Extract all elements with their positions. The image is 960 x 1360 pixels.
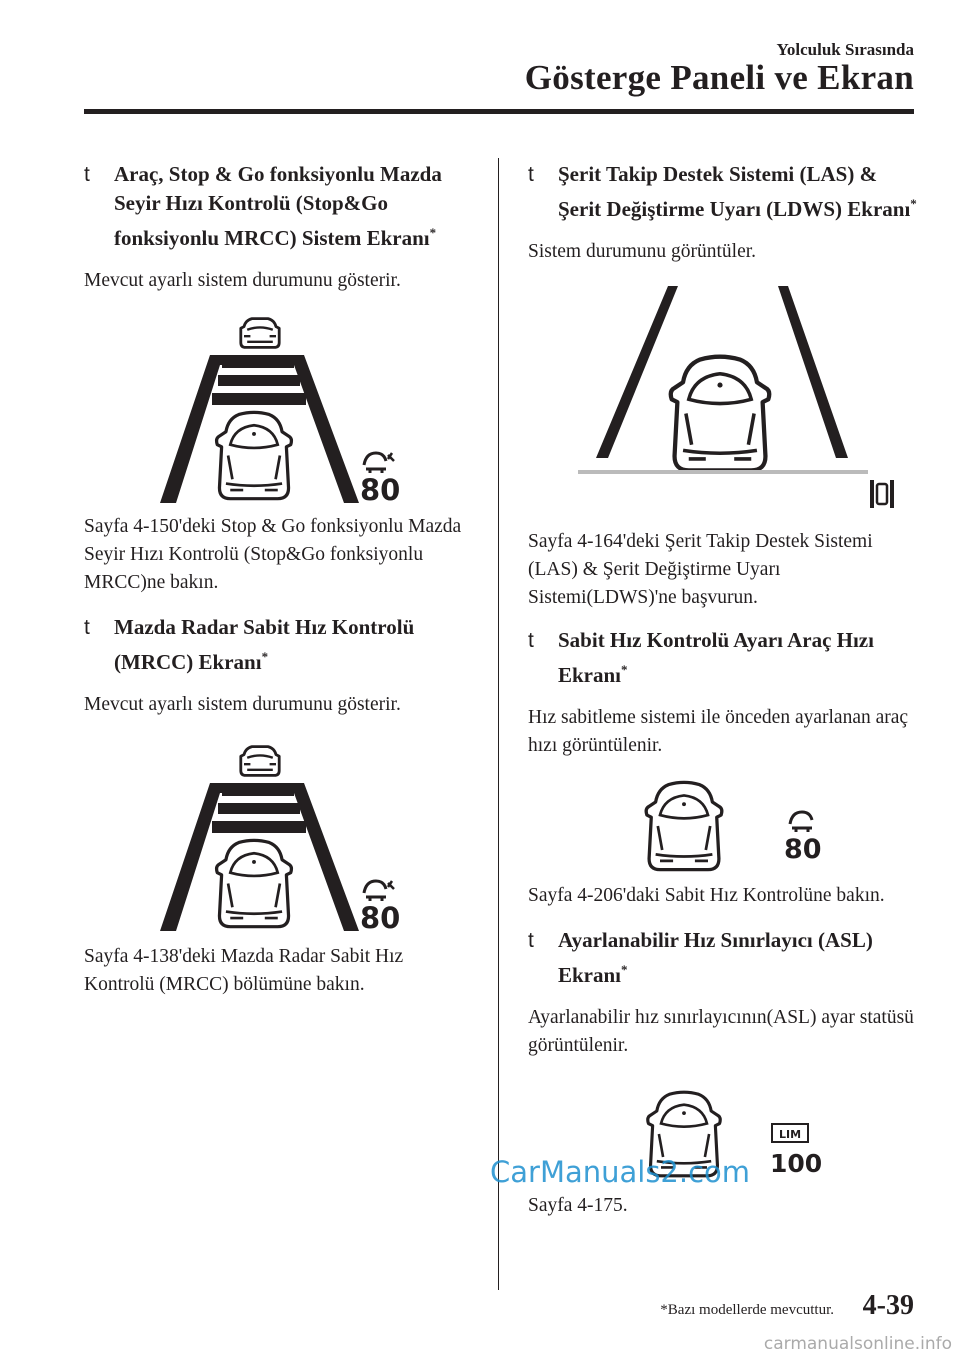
left-column <box>84 160 474 999</box>
body-text: Sistem durumunu görüntüler. <box>528 241 757 262</box>
reference-text: Sayfa 4-175. <box>528 1195 628 1216</box>
page-title: Gösterge Paneli ve Ekran <box>524 58 914 97</box>
radar-cruise-icon <box>364 881 394 901</box>
page-number: 4-39 <box>862 1290 914 1321</box>
site-watermark: carmanualsonline.info <box>763 1334 952 1354</box>
body-text: Hız sabitleme sistemi ile önceden ayarlanan araç hızı görüntülenir. <box>528 707 909 756</box>
mrcc-display-figure <box>154 741 404 931</box>
reference-text: Sayfa 4-138'deki Mazda Radar Sabit Hız Kontrolü (MRCC) bölümüne bakın. <box>84 946 404 995</box>
footnote: *Bazı modellerde mevcuttur. <box>660 1302 834 1318</box>
set-speed: 80 <box>784 834 822 865</box>
stop-go-display-figure <box>154 313 404 503</box>
watermark: CarManuals2.com <box>490 1155 751 1189</box>
bullet-icon: t <box>84 616 90 639</box>
section-heading: t Sabit Hız Kontrolü Ayarı Araç Hızı Ekranı* <box>528 628 874 687</box>
lim-badge: LIM <box>778 1128 802 1141</box>
reference-text: Sayfa 4-150'deki Stop & Go fonksiyonlu Mazda Seyir Hızı Kontrolü (Stop&Go fonksiyonlu MRCC)ne bakın. <box>84 516 462 593</box>
body-text: Mevcut ayarlı sistem durumunu gösterir. <box>84 694 401 715</box>
lane-display-figure <box>568 286 898 516</box>
stop-go-icon <box>364 453 394 473</box>
body-text: Mevcut ayarlı sistem durumunu gösterir. <box>84 270 401 291</box>
bullet-icon: t <box>528 163 534 186</box>
reference-text: Sayfa 4-206'daki Sabit Hız Kontrolüne bakın. <box>528 885 885 906</box>
column-divider <box>498 158 499 1290</box>
set-speed: 80 <box>360 901 401 931</box>
body-text: Ayarlanabilir hız sınırlayıcının(ASL) ayar statüsü görüntülenir. <box>528 1007 914 1056</box>
section-heading: t Araç, Stop & Go fonksiyonlu Mazda Seyir Hızı Kontrolü (Stop&Go fonksiyonlu MRCC) Sistem Ekranı* <box>84 162 442 250</box>
header-divider <box>84 109 914 114</box>
section-heading: t Şerit Takip Destek Sistemi (LAS) & Şerit Değiştirme Uyarı (LDWS) Ekranı* <box>528 162 917 221</box>
section-label: Yolculuk Sırasında <box>776 40 914 59</box>
right-column <box>528 160 920 1220</box>
bullet-icon: t <box>84 163 90 186</box>
lane-keep-icon <box>870 480 894 508</box>
set-speed: 80 <box>360 473 401 503</box>
bullet-icon: t <box>528 629 534 652</box>
set-speed: 100 <box>770 1149 823 1178</box>
section-heading: t Mazda Radar Sabit Hız Kontrolü (MRCC) Ekranı* <box>84 615 415 674</box>
cruise-icon <box>790 812 812 832</box>
cruise-speed-figure <box>628 776 928 876</box>
bullet-icon: t <box>528 929 534 952</box>
lim-icon <box>772 1124 808 1142</box>
section-heading: t Ayarlanabilir Hız Sınırlayıcı (ASL) Ekranı* <box>528 928 873 987</box>
reference-text: Sayfa 4-164'deki Şerit Takip Destek Sistemi (LAS) & Şerit Değiştirme Uyarı Sistemi(LDWS)'ne başvurun. <box>528 531 873 608</box>
